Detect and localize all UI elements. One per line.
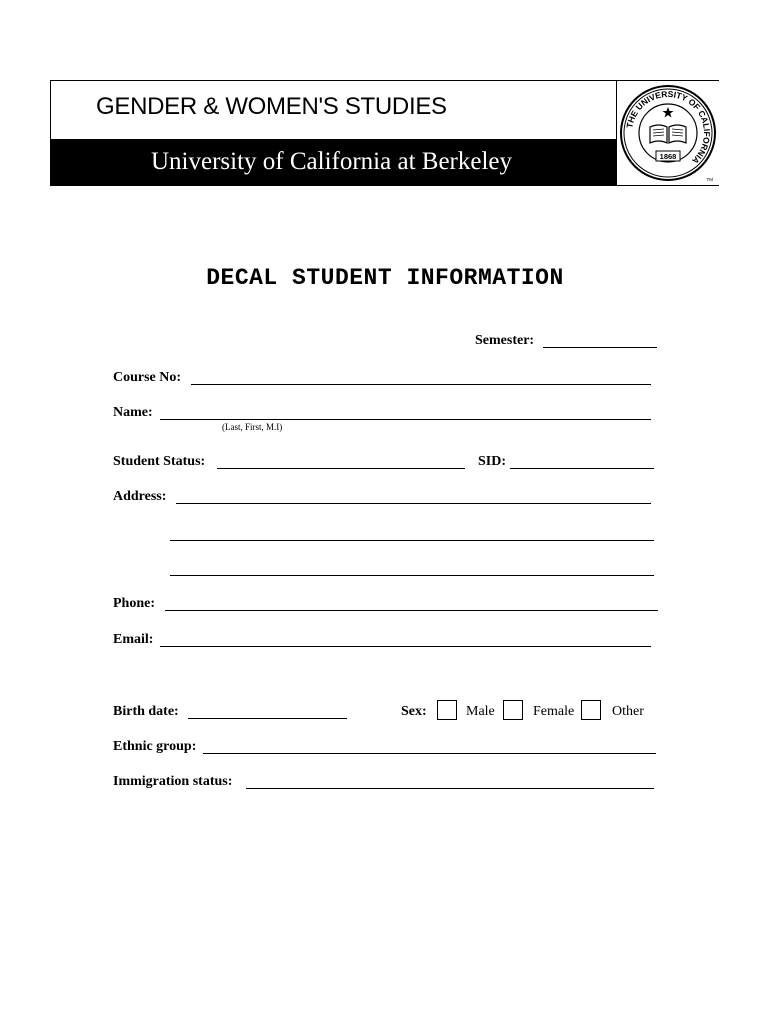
immigration-status-label: Immigration status: bbox=[113, 774, 233, 789]
sex-label: Sex: bbox=[401, 704, 427, 719]
address-line-2[interactable] bbox=[170, 540, 654, 541]
phone-field[interactable] bbox=[165, 610, 658, 611]
form-title: DECAL STUDENT INFORMATION bbox=[206, 265, 564, 291]
university-name: University of California at Berkeley bbox=[151, 148, 512, 175]
sid-field[interactable] bbox=[510, 468, 654, 469]
department-title: GENDER & WOMEN'S STUDIES bbox=[96, 93, 447, 120]
name-hint: (Last, First, M.I) bbox=[222, 422, 283, 432]
birth-date-label: Birth date: bbox=[113, 704, 179, 719]
sex-other-checkbox[interactable] bbox=[581, 700, 601, 720]
sid-label: SID: bbox=[478, 454, 507, 469]
sex-other-label: Other bbox=[612, 704, 644, 719]
page-header bbox=[50, 80, 719, 186]
ethnic-group-field[interactable] bbox=[203, 753, 656, 754]
student-status-label: Student Status: bbox=[113, 454, 206, 469]
sex-female-label: Female bbox=[533, 704, 575, 719]
email-label: Email: bbox=[113, 632, 154, 647]
student-status-field[interactable] bbox=[217, 468, 465, 469]
university-bar bbox=[51, 139, 616, 186]
immigration-status-field[interactable] bbox=[246, 788, 654, 789]
sex-male-label: Male bbox=[466, 704, 495, 719]
phone-label: Phone: bbox=[113, 596, 155, 611]
seal-area bbox=[616, 81, 719, 185]
ethnic-group-label: Ethnic group: bbox=[113, 739, 197, 754]
address-label: Address: bbox=[113, 489, 167, 504]
department-bar bbox=[51, 81, 616, 139]
course-no-field[interactable] bbox=[191, 384, 651, 385]
sex-male-checkbox[interactable] bbox=[437, 700, 457, 720]
sex-female-checkbox[interactable] bbox=[503, 700, 523, 720]
semester-field[interactable] bbox=[543, 347, 657, 348]
email-field[interactable] bbox=[160, 646, 651, 647]
name-label: Name: bbox=[113, 405, 153, 420]
name-field[interactable] bbox=[160, 419, 651, 420]
course-no-label: Course No: bbox=[113, 370, 182, 385]
university-seal-icon bbox=[617, 81, 719, 185]
seal-year: 1868 bbox=[659, 152, 677, 161]
address-line-3[interactable] bbox=[170, 575, 654, 576]
address-line-1[interactable] bbox=[176, 503, 651, 504]
semester-label: Semester: bbox=[475, 333, 535, 348]
birth-date-field[interactable] bbox=[188, 718, 347, 719]
seal-trademark: TM bbox=[706, 177, 713, 182]
seal-ring-text: THE UNIVERSITY OF CALIFORNIA bbox=[624, 88, 713, 167]
